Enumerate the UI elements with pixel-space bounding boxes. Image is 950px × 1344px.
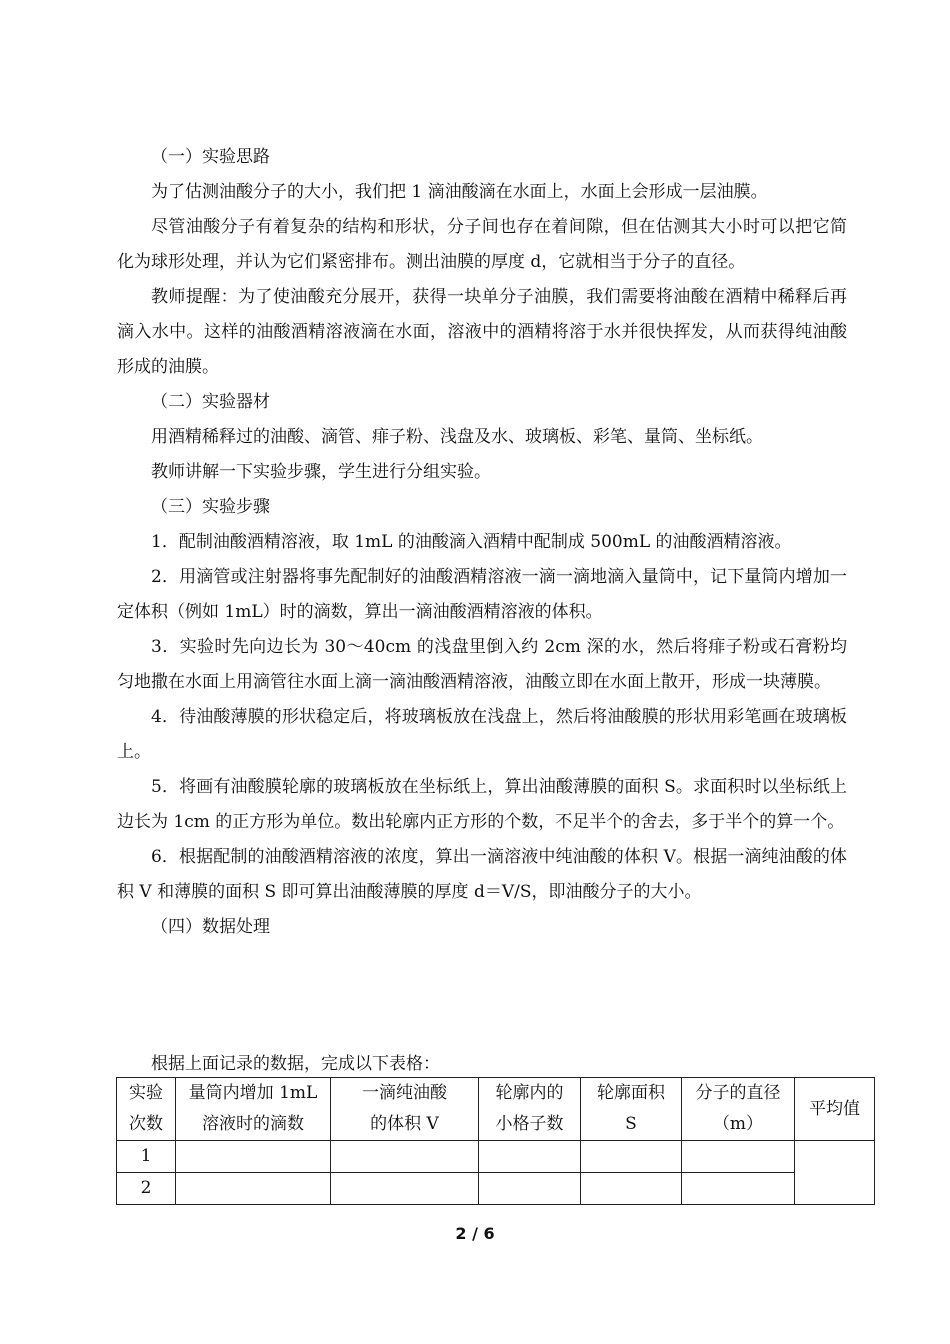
average-cell [795, 1141, 875, 1205]
table-header-row [117, 1078, 875, 1141]
step-3: 3．实验时先向边长为 30～40cm 的浅盘里倒入约 2cm 深的水，然后将痱子粉或石膏粉均匀地撒在水面上用滴管往水面上滴一滴油酸酒精溶液，油酸立即在水面上散开，形成一块薄膜。 [117, 637, 847, 692]
paragraph: 尽管油酸分子有着复杂的结构和形状，分子间也存在着间隙，但在估测其大小时可以把它简化为球形处理，并认为它们紧密排布。测出油膜的厚度 d，它就相当于分子的直径。 [117, 217, 847, 272]
table-cell [682, 1173, 795, 1205]
table-cell [479, 1141, 581, 1173]
header-area: 轮廓面积 S [581, 1078, 682, 1141]
table-row [117, 1173, 875, 1205]
step-1: 1．配制油酸酒精溶液，取 1mL 的油酸滴入酒精中配制成 500mL 的油酸酒精溶液。 [151, 532, 792, 552]
header-diameter: 分子的直径 （m） [682, 1078, 795, 1141]
table-cell [176, 1173, 331, 1205]
table-cell [331, 1173, 479, 1205]
paragraph: 用酒精稀释过的油酸、滴管、痱子粉、浅盘及水、玻璃板、彩笔、量筒、坐标纸。 [151, 427, 763, 447]
paragraph: 教师讲解一下实验步骤，学生进行分组实验。 [151, 462, 491, 482]
step-6: 6．根据配制的油酸酒精溶液的浓度，算出一滴溶液中纯油酸的体积 V。根据一滴纯油酸的体积 V 和薄膜的面积 S 即可算出油酸薄膜的厚度 d＝V/S，即油酸分子的大小。 [117, 847, 847, 902]
table-cell [682, 1141, 795, 1173]
row-number: 2 [117, 1173, 176, 1205]
section-title-1: （一）实验思路 [151, 147, 270, 167]
header-drops: 量筒内增加 1mL 溶液时的滴数 [176, 1078, 331, 1141]
row-number: 1 [117, 1141, 176, 1173]
page-number: 2 / 6 [455, 1224, 495, 1243]
table-row [117, 1141, 875, 1173]
section-title-2: （二）实验器材 [151, 392, 270, 412]
body-text [117, 140, 847, 945]
data-table [116, 1077, 875, 1205]
step-2: 2．用滴管或注射器将事先配制好的油酸酒精溶液一滴一滴地滴入量筒中，记下量筒内增加一定体积（例如 1mL）时的滴数，算出一滴油酸酒精溶液的体积。 [117, 567, 847, 622]
data-table-wrapper [116, 1077, 874, 1205]
table-cell [479, 1173, 581, 1205]
step-4: 4．待油酸薄膜的形状稳定后，将玻璃板放在浅盘上，然后将油酸膜的形状用彩笔画在玻璃板上。 [117, 707, 847, 762]
table-cell [331, 1141, 479, 1173]
table-cell [176, 1141, 331, 1173]
table-cell [581, 1141, 682, 1173]
table-cell [581, 1173, 682, 1205]
paragraph: 教师提醒：为了使油酸充分展开，获得一块单分子油膜，我们需要将油酸在酒精中稀释后再滴入水中。这样的油酸酒精溶液滴在水面，溶液中的酒精将溶于水并很快挥发，从而获得纯油酸形成的油膜。 [117, 287, 847, 377]
section-title-4: （四）数据处理 [151, 917, 270, 937]
header-average: 平均值 [795, 1078, 875, 1141]
header-trial-count: 实验 次数 [117, 1078, 176, 1141]
header-volume: 一滴纯油酸 的体积 V [331, 1078, 479, 1141]
step-5: 5．将画有油酸膜轮廓的玻璃板放在坐标纸上，算出油酸薄膜的面积 S。求面积时以坐标纸上边长为 1cm 的正方形为单位。数出轮廓内正方形的个数，不足半个的舍去，多于半个的算一个。 [117, 777, 847, 832]
table-caption: 根据上面记录的数据，完成以下表格： [151, 1054, 440, 1074]
paragraph: 为了估测油酸分子的大小，我们把 1 滴油酸滴在水面上，水面上会形成一层油膜。 [151, 182, 768, 202]
header-squares: 轮廓内的 小格子数 [479, 1078, 581, 1141]
section-title-3: （三）实验步骤 [151, 497, 270, 517]
